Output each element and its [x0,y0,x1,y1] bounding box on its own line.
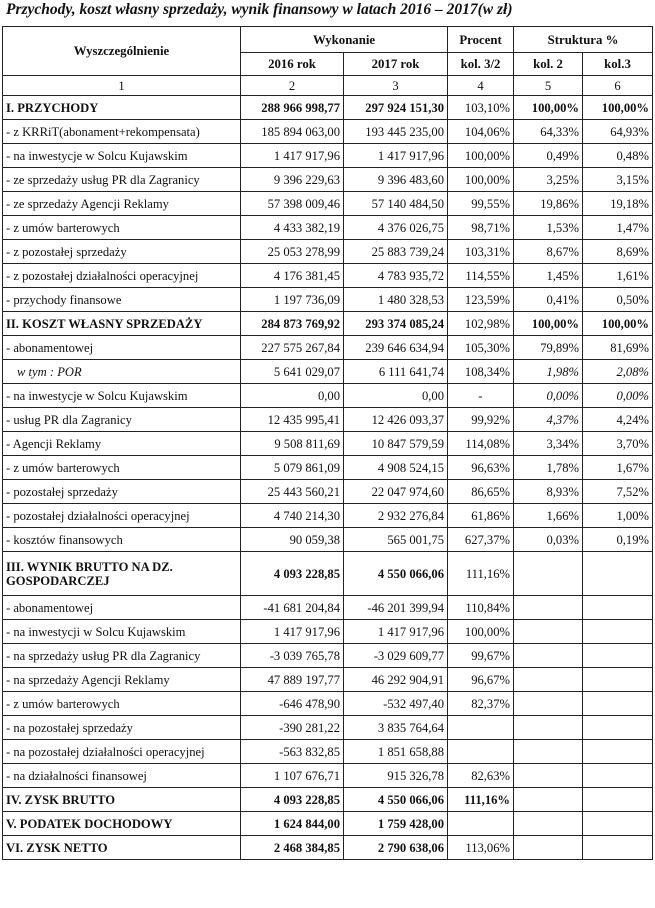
value-2017: 10 847 579,59 [344,432,448,456]
structure-2016 [514,644,583,668]
financial-table [2,26,653,860]
column-number: 6 [583,76,653,96]
value-2017: 293 374 085,24 [344,312,448,336]
value-2016: 5 641 029,07 [241,360,344,384]
value-2016: 4 740 214,30 [241,504,344,528]
value-2016: 90 059,38 [241,528,344,552]
table-row [3,168,653,192]
row-label: - na pozostałej działalności operacyjnej [3,740,241,764]
value-2017: 4 376 026,75 [344,216,448,240]
value-2016: 9 508 811,69 [241,432,344,456]
table-row [3,740,653,764]
header-spec: Wyszczególnienie [3,27,241,76]
header-2016: 2016 rok [241,53,344,76]
row-label: III. WYNIK BRUTTO NA DZ. GOSPODARCZEJ [3,552,241,596]
row-label: VI. ZYSK NETTO [3,836,241,860]
row-label: - usług PR dla Zagranicy [3,408,241,432]
row-label: - ze sprzedaży Agencji Reklamy [3,192,241,216]
value-2017: -46 201 399,94 [344,596,448,620]
row-label: - na sprzedaży usług PR dla Zagranicy [3,644,241,668]
percent-cell: 111,16% [448,552,514,596]
value-2017: 297 924 151,30 [344,96,448,120]
percent-cell: 100,00% [448,144,514,168]
header-kol32: kol. 3/2 [448,53,514,76]
structure-2016 [514,552,583,596]
value-2016: 57 398 009,46 [241,192,344,216]
value-2017: -3 029 609,77 [344,644,448,668]
value-2017: 4 550 066,06 [344,552,448,596]
row-label: - przychody finansowe [3,288,241,312]
structure-2017 [583,668,653,692]
table-row [3,812,653,836]
row-label: - ze sprzedaży usług PR dla Zagranicy [3,168,241,192]
table-row [3,668,653,692]
row-label: - na inwestycje w Solcu Kujawskim [3,144,241,168]
table-row [3,312,653,336]
row-label: - z KRRiT(abonament+rekompensata) [3,120,241,144]
value-2017: 1 480 328,53 [344,288,448,312]
table-row [3,644,653,668]
value-2016: 1 624 844,00 [241,812,344,836]
value-2016: 1 197 736,09 [241,288,344,312]
structure-2017: 7,52% [583,480,653,504]
structure-2016: 0,49% [514,144,583,168]
percent-cell: 104,06% [448,120,514,144]
structure-2017: 1,67% [583,456,653,480]
percent-cell: 103,31% [448,240,514,264]
value-2017: 9 396 483,60 [344,168,448,192]
value-2017: 25 883 739,24 [344,240,448,264]
structure-2016: 1,78% [514,456,583,480]
structure-2016 [514,620,583,644]
structure-2016: 3,34% [514,432,583,456]
percent-cell: 98,71% [448,216,514,240]
structure-2017 [583,596,653,620]
table-row [3,144,653,168]
percent-cell: 113,06% [448,836,514,860]
table-row [3,96,653,120]
value-2017: 1 417 917,96 [344,144,448,168]
row-label: V. PODATEK DOCHODOWY [3,812,241,836]
percent-cell: 114,08% [448,432,514,456]
percent-cell: 110,84% [448,596,514,620]
table-row [3,596,653,620]
percent-cell: 99,92% [448,408,514,432]
value-2016: -390 281,22 [241,716,344,740]
value-2016: -41 681 204,84 [241,596,344,620]
structure-2017 [583,620,653,644]
value-2017: 193 445 235,00 [344,120,448,144]
value-2017: 0,00 [344,384,448,408]
value-2017: 2 932 276,84 [344,504,448,528]
value-2017: 6 111 641,74 [344,360,448,384]
row-label: w tym : POR [3,360,241,384]
value-2016: 25 443 560,21 [241,480,344,504]
table-row [3,264,653,288]
value-2017: 1 417 917,96 [344,620,448,644]
structure-2017 [583,552,653,596]
value-2017: 2 790 638,06 [344,836,448,860]
row-label: - abonamentowej [3,596,241,620]
table-row [3,788,653,812]
value-2016: 288 966 998,77 [241,96,344,120]
structure-2017: 0,19% [583,528,653,552]
value-2016: -563 832,85 [241,740,344,764]
structure-2017: 1,61% [583,264,653,288]
percent-cell [448,716,514,740]
structure-2016: 100,00% [514,96,583,120]
structure-2016 [514,788,583,812]
row-label: - na działalności finansowej [3,764,241,788]
header-wykonanie: Wykonanie [241,27,448,53]
percent-cell [448,740,514,764]
table-row [3,336,653,360]
value-2017: 4 783 935,72 [344,264,448,288]
structure-2017: 100,00% [583,312,653,336]
value-2017: 4 550 066,06 [344,788,448,812]
structure-2016: 0,00% [514,384,583,408]
structure-2016 [514,812,583,836]
row-label: - Agencji Reklamy [3,432,241,456]
percent-cell: 96,67% [448,668,514,692]
structure-2016 [514,668,583,692]
row-label: - kosztów finansowych [3,528,241,552]
structure-2017 [583,788,653,812]
table-row [3,408,653,432]
percent-cell: 99,67% [448,644,514,668]
structure-2016: 3,25% [514,168,583,192]
structure-2016 [514,836,583,860]
structure-2017: 2,08% [583,360,653,384]
percent-cell: 82,37% [448,692,514,716]
percent-cell: 82,63% [448,764,514,788]
value-2017: 239 646 634,94 [344,336,448,360]
percent-cell: 123,59% [448,288,514,312]
structure-2016: 4,37% [514,408,583,432]
row-label: - na sprzedaży Agencji Reklamy [3,668,241,692]
structure-2016 [514,596,583,620]
row-label: - z umów barterowych [3,456,241,480]
value-2016: 9 396 229,63 [241,168,344,192]
table-row [3,552,653,596]
structure-2017 [583,764,653,788]
percent-cell: 99,55% [448,192,514,216]
row-label: - z pozostałej działalności operacyjnej [3,264,241,288]
percent-cell [448,812,514,836]
table-row [3,764,653,788]
structure-2017 [583,836,653,860]
row-label: I. PRZYCHODY [3,96,241,120]
value-2017: 46 292 904,91 [344,668,448,692]
structure-2017: 64,93% [583,120,653,144]
row-label: - z pozostałej sprzedaży [3,240,241,264]
column-number: 1 [3,76,241,96]
column-number: 5 [514,76,583,96]
structure-2016: 1,66% [514,504,583,528]
value-2016: 5 079 861,09 [241,456,344,480]
percent-cell: 96,63% [448,456,514,480]
table-row [3,120,653,144]
percent-cell: 627,37% [448,528,514,552]
structure-2017: 0,00% [583,384,653,408]
percent-cell: 103,10% [448,96,514,120]
table-row [3,836,653,860]
column-number-row [3,76,653,96]
column-number: 2 [241,76,344,96]
structure-2016: 79,89% [514,336,583,360]
table-row [3,432,653,456]
structure-2016: 8,67% [514,240,583,264]
value-2017: 915 326,78 [344,764,448,788]
table-row [3,528,653,552]
percent-cell: 108,34% [448,360,514,384]
structure-2016: 1,98% [514,360,583,384]
structure-2016: 64,33% [514,120,583,144]
structure-2016 [514,764,583,788]
row-label: - z umów barterowych [3,216,241,240]
row-label: - abonamentowej [3,336,241,360]
structure-2017: 1,00% [583,504,653,528]
structure-2017: 81,69% [583,336,653,360]
table-row [3,384,653,408]
structure-2016: 100,00% [514,312,583,336]
row-label: - pozostałej działalności operacyjnej [3,504,241,528]
column-number: 4 [448,76,514,96]
percent-cell: - [448,384,514,408]
structure-2017: 4,24% [583,408,653,432]
value-2017: 565 001,75 [344,528,448,552]
value-2016: 1 107 676,71 [241,764,344,788]
row-label: II. KOSZT WŁASNY SPRZEDAŻY [3,312,241,336]
value-2016: 12 435 995,41 [241,408,344,432]
table-row [3,360,653,384]
structure-2016: 8,93% [514,480,583,504]
row-label: IV. ZYSK BRUTTO [3,788,241,812]
value-2016: -3 039 765,78 [241,644,344,668]
structure-2017 [583,716,653,740]
header-kol2: kol. 2 [514,53,583,76]
structure-2017: 0,48% [583,144,653,168]
value-2016: 185 894 063,00 [241,120,344,144]
structure-2016: 0,41% [514,288,583,312]
percent-cell: 100,00% [448,620,514,644]
value-2017: 1 759 428,00 [344,812,448,836]
percent-cell: 61,86% [448,504,514,528]
table-row [3,716,653,740]
structure-2017: 100,00% [583,96,653,120]
table-row [3,480,653,504]
structure-2017: 1,47% [583,216,653,240]
page-title: Przychody, koszt własny sprzedaży, wynik finansowy w latach 2016 – 2017(w zł) [6,1,513,18]
structure-2016: 1,53% [514,216,583,240]
structure-2017: 8,69% [583,240,653,264]
percent-cell: 105,30% [448,336,514,360]
percent-cell: 111,16% [448,788,514,812]
structure-2017: 19,18% [583,192,653,216]
value-2017: 12 426 093,37 [344,408,448,432]
table-row [3,288,653,312]
structure-2016: 1,45% [514,264,583,288]
percent-cell: 100,00% [448,168,514,192]
table-row [3,216,653,240]
percent-cell: 102,98% [448,312,514,336]
structure-2017 [583,740,653,764]
row-label: - z umów barterowych [3,692,241,716]
table-row [3,192,653,216]
structure-2017 [583,812,653,836]
value-2016: 47 889 197,77 [241,668,344,692]
percent-cell: 86,65% [448,480,514,504]
structure-2017: 3,15% [583,168,653,192]
value-2016: 227 575 267,84 [241,336,344,360]
value-2017: -532 497,40 [344,692,448,716]
value-2016: -646 478,90 [241,692,344,716]
value-2017: 4 908 524,15 [344,456,448,480]
row-label: - na pozostałej sprzedaży [3,716,241,740]
percent-cell: 114,55% [448,264,514,288]
structure-2016: 19,86% [514,192,583,216]
value-2016: 4 093 228,85 [241,552,344,596]
column-number: 3 [344,76,448,96]
row-label: - na inwestycji w Solcu Kujawskim [3,620,241,644]
header-procent: Procent [448,27,514,53]
table-row [3,240,653,264]
structure-2016 [514,740,583,764]
value-2016: 4 433 382,19 [241,216,344,240]
structure-2017: 0,50% [583,288,653,312]
structure-2016 [514,692,583,716]
value-2017: 57 140 484,50 [344,192,448,216]
value-2016: 4 176 381,45 [241,264,344,288]
table-row [3,620,653,644]
structure-2016: 0,03% [514,528,583,552]
table-row [3,504,653,528]
table-row [3,456,653,480]
value-2017: 22 047 974,60 [344,480,448,504]
value-2016: 2 468 384,85 [241,836,344,860]
structure-2017 [583,692,653,716]
value-2016: 25 053 278,99 [241,240,344,264]
row-label: - na inwestycje w Solcu Kujawskim [3,384,241,408]
value-2016: 284 873 769,92 [241,312,344,336]
value-2016: 4 093 228,85 [241,788,344,812]
header-2017: 2017 rok [344,53,448,76]
structure-2016 [514,716,583,740]
structure-2017 [583,644,653,668]
row-label: - pozostałej sprzedaży [3,480,241,504]
value-2017: 3 835 764,64 [344,716,448,740]
value-2016: 1 417 917,96 [241,144,344,168]
value-2017: 1 851 658,88 [344,740,448,764]
table-row [3,692,653,716]
header-kol3: kol.3 [583,53,653,76]
structure-2017: 3,70% [583,432,653,456]
value-2016: 0,00 [241,384,344,408]
header-struktura: Struktura % [514,27,653,53]
value-2016: 1 417 917,96 [241,620,344,644]
